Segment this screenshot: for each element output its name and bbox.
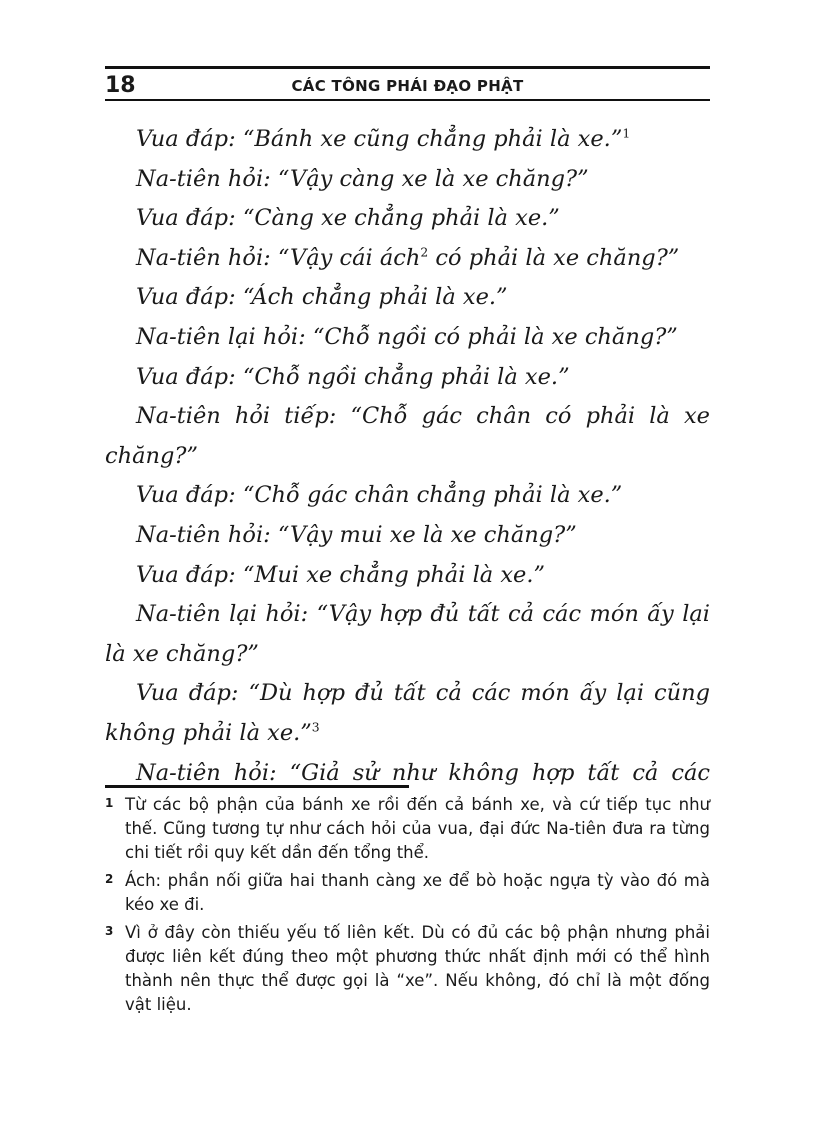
paragraph: Vua đáp: “Dù hợp đủ tất cả các món ấy lại cũng không phải là xe.”$^3$	[105, 680, 710, 746]
footnote-mark: 2	[105, 872, 114, 886]
paragraph: Vua đáp: “Bánh xe cũng chẳng phải là xe.”$^1$	[136, 126, 631, 152]
paragraph: Na-tiên hỏi: “Giả sử như không hợp tất cả các	[136, 759, 710, 786]
paragraph: Vua đáp: “Mui xe chẳng phải là xe.”	[136, 561, 545, 588]
paragraph: Na-tiên lại hỏi: “Chỗ ngồi có phải là xe chăng?”	[136, 323, 678, 350]
paragraph: Vua đáp: “Chỗ gác chân chẳng phải là xe.”	[136, 482, 623, 509]
paragraph: Vua đáp: “Càng xe chẳng phải là xe.”	[136, 205, 560, 232]
paragraph: Vua đáp: “Ách chẳng phải là xe.”	[136, 284, 508, 311]
main-text	[105, 120, 710, 793]
paragraph: Na-tiên hỏi tiếp: “Chỗ gác chân có phải là xe chăng?”	[105, 403, 710, 469]
running-title: CÁC TÔNG PHÁI ĐẠO PHẬT	[291, 77, 524, 95]
footnotes	[105, 793, 710, 1021]
paragraph: Na-tiên hỏi: “Vậy cái ách$^2$ có phải là xe chăng?”	[136, 244, 680, 271]
header-top-rule	[105, 66, 710, 69]
footnote: 3 Vì ở đây còn thiếu yếu tố liên kết. Dù có đủ các bộ phận nhưng phải được liên kết đúng theo một phương thức nhất định mới có thể hình thành nên thực thể được gọi là “xe”. Nếu không, đó chỉ là một đống vật liệu.	[105, 921, 710, 1017]
paragraph: Na-tiên hỏi: “Vậy càng xe là xe chăng?”	[136, 165, 589, 192]
footnote-mark: 3	[105, 924, 114, 938]
header-bottom-rule	[105, 99, 710, 101]
paragraph: Vua đáp: “Chỗ ngồi chẳng phải là xe.”	[136, 363, 570, 390]
page-header	[105, 66, 710, 104]
footnote: 1 Từ các bộ phận của bánh xe rồi đến cả bánh xe, và cứ tiếp tục như thế. Cũng tương tự như cách hỏi của vua, đại đức Na-tiên đưa ra từng chi tiết rồi quy kết dần đến tổng thể.	[105, 793, 710, 865]
footnote-ref: 2	[420, 245, 429, 260]
paragraph: Na-tiên hỏi: “Vậy mui xe là xe chăng?”	[136, 521, 577, 548]
footnote-mark: 1	[105, 796, 114, 810]
footnote-ref: 3	[311, 720, 320, 735]
footnote: 2 Ách: phần nối giữa hai thanh càng xe để bò hoặc ngựa tỳ vào đó mà kéo xe đi.	[105, 869, 710, 917]
paragraph: Na-tiên lại hỏi: “Vậy hợp đủ tất cả các món ấy lại là xe chăng?”	[105, 601, 710, 667]
page-number: 18	[105, 73, 136, 98]
footnote-separator	[105, 785, 409, 788]
footnote-ref: 1	[622, 126, 631, 141]
